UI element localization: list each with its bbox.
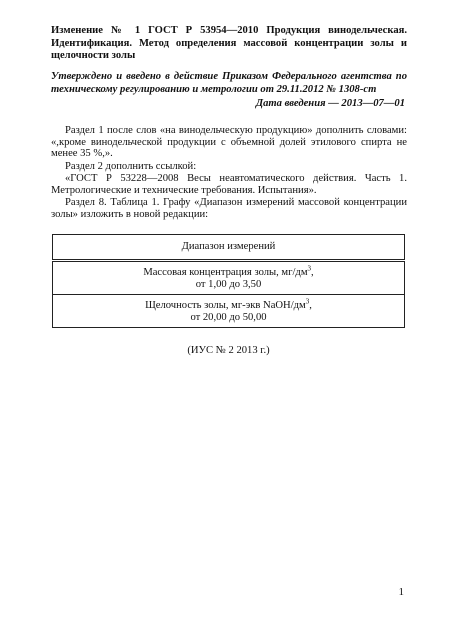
paragraph-section-2: Раздел 2 дополнить ссылкой: bbox=[65, 161, 197, 172]
amendment-title: Изменение № 1 ГОСТ Р 53954—2010 Продукция винодельческая. Идентификация. Метод определения массовой концентрации золы и щелочности золы bbox=[51, 25, 407, 62]
ash-concentration-comma: , bbox=[311, 267, 314, 278]
approval-statement: Утверждено и введено в действие Приказом Федерального агентства по техническому регулированию и метрологии от 29.11.2012 № 1308-ст bbox=[51, 71, 407, 95]
ash-alkalinity-comma: , bbox=[309, 300, 312, 311]
table-header-cell: Диапазон измерений bbox=[53, 235, 405, 261]
ash-concentration-label: Массовая концентрация золы, мг/дм bbox=[143, 267, 308, 278]
ash-alkalinity-range: от 20,00 до 50,00 bbox=[190, 312, 267, 323]
measurement-range-table bbox=[52, 234, 405, 328]
ash-concentration-range: от 1,00 до 3,50 bbox=[195, 279, 262, 290]
introduction-date: Дата введения — 2013—07—01 bbox=[255, 98, 405, 109]
paragraph-section-8: Раздел 8. Таблица 1. Графу «Диапазон измерений массовой концентрации золы» изложить в новой редакции: bbox=[51, 197, 407, 220]
ash-alkalinity-label: Щелочность золы, мг-экв NaOH/дм bbox=[145, 300, 306, 311]
table-row bbox=[53, 261, 405, 295]
ius-reference: (ИУС № 2 2013 г.) bbox=[187, 345, 270, 356]
ash-concentration-unit-superscript: 3 bbox=[307, 264, 312, 273]
table-row bbox=[53, 295, 405, 328]
paragraph-section-1: Раздел 1 после слов «на винодельческую продукцию» дополнить словами: «,кроме винодельческой продукции с объемной долей этилового спирта не менее 35 %,». bbox=[51, 125, 407, 160]
table-cell-ash-alkalinity bbox=[53, 295, 405, 328]
paragraph-reference: «ГОСТ Р 53228—2008 Весы неавтоматического действия. Часть 1. Метрологические и технические требования. Испытания». bbox=[51, 173, 407, 196]
table-header-row bbox=[53, 235, 405, 261]
ash-alkalinity-unit-superscript: 3 bbox=[305, 297, 310, 306]
page-number: 1 bbox=[398, 586, 404, 598]
table-cell-ash-concentration bbox=[53, 261, 405, 295]
